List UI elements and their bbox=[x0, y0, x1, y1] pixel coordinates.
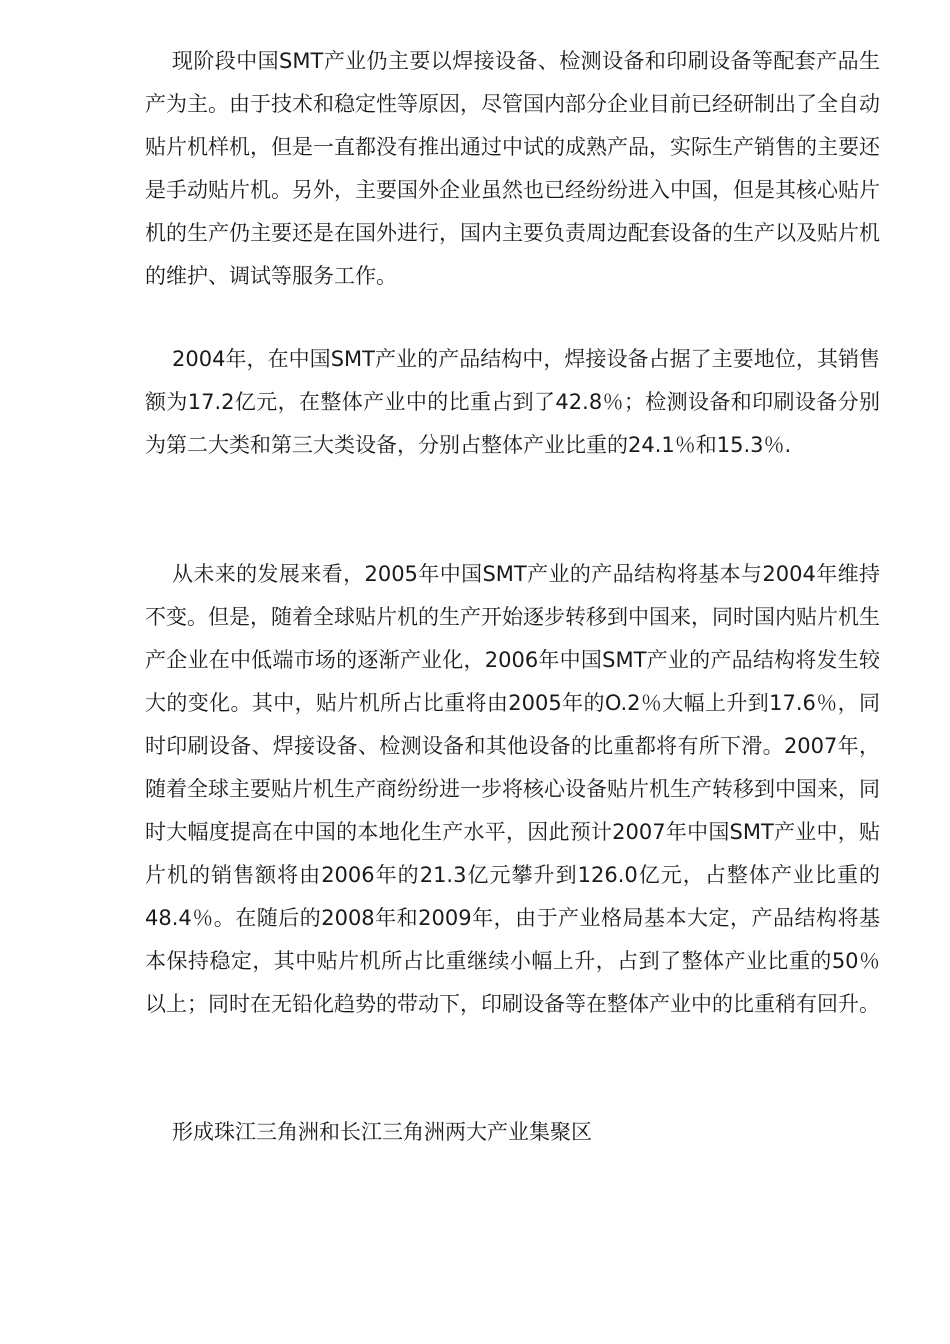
paragraph-future-development: 从未来的发展来看，2005年中国SMT产业的产品结构将基本与2004年维持不变。但是，随着全球贴片机的生产开始逐步转移到中国来，同时国内贴片机生产企业在中低端市场的逐渐产业化，2006年中国SMT产业的产品结构将发生较大的变化。其中，贴片机所占比重将由2005年的O.2％大幅上升到17.6％，同时印刷设备、焊接设备、检测设备和其他设备的比重都将有所下滑。2007年，随着全球主要贴片机生产商纷纷进一步将核心设备贴片机生产转移到中国来，同时大幅度提高在中国的本地化生产水平，因此预计2007年中国SMT产业中，贴片机的销售额将由2006年的21.3亿元攀升到126.0亿元，占整体产业比重的48.4％。在随后的2008年和2009年，由于产业格局基本大定，产品结构将基本保持稳定，其中贴片机所占比重继续小幅上升，占到了整体产业比重的50％以上；同时在无铅化趋势的带动下，印刷设备等在整体产业中的比重稍有回升。 bbox=[145, 562, 880, 1016]
section-heading-industry-clusters: 形成珠江三角洲和长江三角洲两大产业集聚区 bbox=[172, 1120, 592, 1144]
paragraph-2004-product-structure: 2004年，在中国SMT产业的产品结构中，焊接设备占据了主要地位，其销售额为17.2亿元，在整体产业中的比重占到了42.8％；检测设备和印刷设备分别为第二大类和第三大类设备，分别占整体产业比重的24.1％和15.3％. bbox=[145, 347, 880, 457]
paragraph-smt-current-stage: 现阶段中国SMT产业仍主要以焊接设备、检测设备和印刷设备等配套产品生产为主。由于技术和稳定性等原因，尽管国内部分企业目前已经研制出了全自动贴片机样机，但是一直都没有推出通过中试的成熟产品，实际生产销售的主要还是手动贴片机。另外，主要国外企业虽然也已经纷纷进入中国，但是其核心贴片机的生产仍主要还是在国外进行，国内主要负责周边配套设备的生产以及贴片机的维护、调试等服务工作。 bbox=[145, 49, 880, 288]
